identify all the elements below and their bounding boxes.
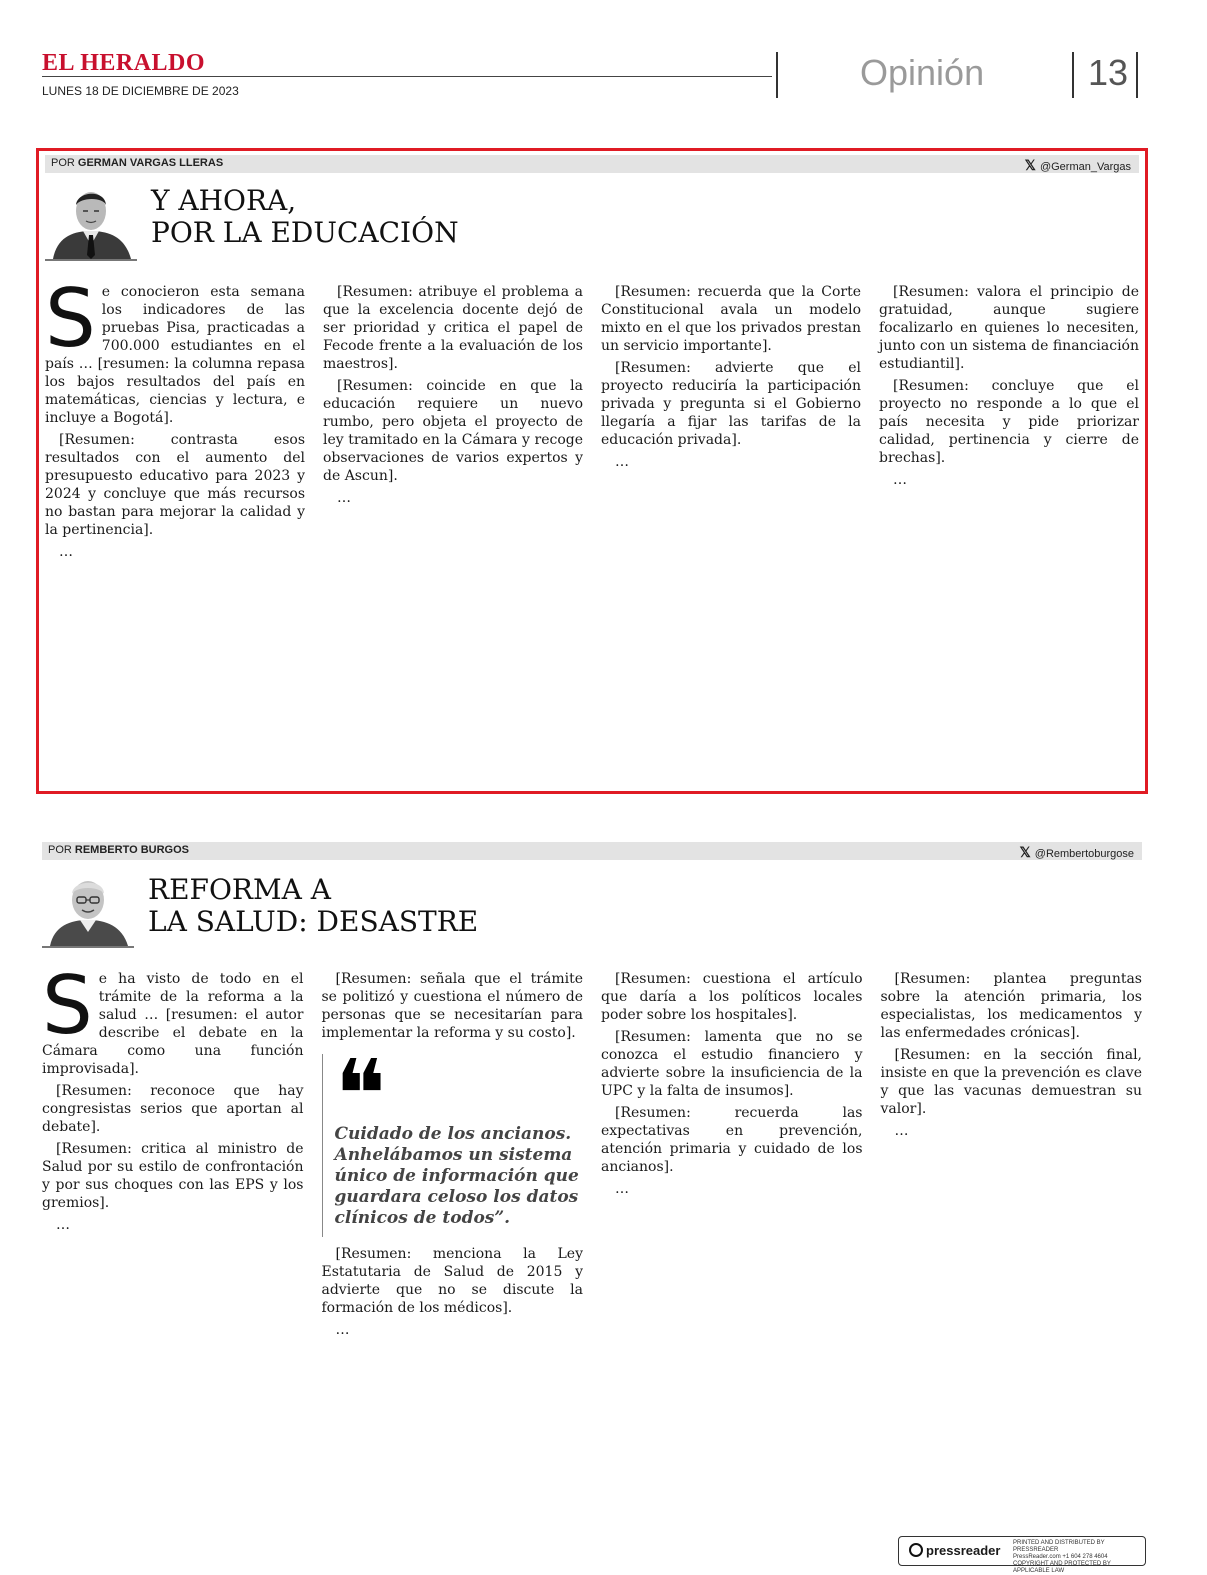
body-paragraph: [Resumen: concluye que el proyecto no responde a lo que el país necesita y pide priorizar calidad, pertinencia y cierre de brechas]. xyxy=(879,378,1139,466)
byline-bar xyxy=(45,155,1139,173)
issue-date: LUNES 18 DE DICIEMBRE DE 2023 xyxy=(42,84,239,98)
body-column-1 xyxy=(42,959,304,1343)
body-column-4 xyxy=(879,283,1139,565)
body-paragraph: [Resumen: menciona la Ley Estatutaria de Salud de 2015 y advierte que no se discute la formación de los médicos]. xyxy=(321,1246,583,1316)
body-paragraph: … xyxy=(59,544,73,560)
article-headline: REFORMA A LA SALUD: DESASTRE xyxy=(148,873,479,938)
x-logo-icon: 𝕏 xyxy=(1024,157,1036,173)
article-health-reform xyxy=(36,838,1148,1528)
author-portrait xyxy=(42,868,134,948)
body-paragraph: [Resumen: advierte que el proyecto reduciría la participación privada y pregunta si el Gobierno llegaría a fijar las tarifas de la educación privada]. xyxy=(601,360,861,448)
author-handle-link[interactable] xyxy=(1025,157,1131,174)
byline-bar xyxy=(42,842,1142,860)
body-paragraph: [Resumen: critica al ministro de Salud por su estilo de confrontación y por sus choques con las EPS y los gremios]. xyxy=(42,1141,304,1211)
author-handle: @German_Vargas xyxy=(1039,161,1131,173)
author-handle: @Rembertoburgose xyxy=(1034,848,1134,860)
masthead-divider xyxy=(776,52,778,98)
body-paragraph: [Resumen: recuerda las expectativas en prevención, atención primaria y cuidado de los ancianos]. xyxy=(601,1105,863,1175)
portrait-illustration xyxy=(42,868,134,946)
article-headline: Y AHORA, POR LA EDUCACIÓN xyxy=(151,184,459,249)
body-paragraph: … xyxy=(894,1123,909,1139)
body-paragraph: [Resumen: lamenta que no se conozca el estudio financiero y advierte sobre la insuficiencia de la UPC y la falta de insumos]. xyxy=(601,1029,863,1099)
pull-quote-text: Cuidado de los ancianos. Anhelábamos un sistema único de información que guardara celoso los datos clínicos de todos”. xyxy=(334,1124,579,1228)
x-logo-icon: 𝕏 xyxy=(1019,844,1031,860)
masthead-divider xyxy=(1136,52,1138,98)
body-paragraph: [Resumen: atribuye el problema a que la excelencia docente dejó de ser prioridad y critica el papel de Fecode frente a la evaluación de los maestros]. xyxy=(323,284,583,372)
paper-name: EL HERALDO xyxy=(42,50,206,76)
paragraph-text: e ha visto de todo en el trámite de la reforma a la salud … [resumen: el autor describe el debate en la Cámara como una función improvisada]. xyxy=(42,971,304,1077)
body-paragraph: … xyxy=(615,1181,629,1197)
author-portrait xyxy=(45,181,137,261)
pressreader-icon xyxy=(909,1543,923,1557)
byline-prefix: POR xyxy=(48,844,72,856)
body-column-3 xyxy=(601,283,861,565)
body-paragraph: … xyxy=(56,1217,70,1233)
body-paragraph: [Resumen: valora el principio de gratuidad, aunque sugiere focalizarlo en quienes lo necesiten, junto con un sistema de financiación estudiantil]. xyxy=(879,284,1139,372)
body-paragraph: [Resumen: coincide en que la educación requiere un nuevo rumbo, pero objeta el proyecto de ley tramitado en la Cámara y recoge observaciones de varios expertos y de Ascun]. xyxy=(323,378,583,484)
paragraph-text: e conocieron esta semana los indicadores de las pruebas Pisa, practicadas a 700.000 estudiantes en el país … [resumen: la columna repasa los bajos resultados del país en matemáticas, ciencias y lectura, e incluye a Bogotá]. xyxy=(45,284,305,426)
section-name: Opinión xyxy=(860,52,985,93)
body-paragraph: … xyxy=(335,1322,350,1338)
body-paragraph: [Resumen: reconoce que hay congresistas serios que aportan al debate]. xyxy=(42,1083,304,1135)
article-body xyxy=(45,272,1139,565)
body-paragraph: [Resumen: plantea preguntas sobre la atención primaria, los especialistas, los medicamentos y las enfermedades crónicas]. xyxy=(880,971,1142,1041)
body-paragraph: … xyxy=(615,454,629,470)
body-paragraph: [Resumen: señala que el trámite se politizó y cuestiona el número de personas que se necesitarían para implementar la reforma y su costo]. xyxy=(321,971,583,1041)
body-paragraph xyxy=(45,272,305,427)
body-column-4 xyxy=(881,970,1143,1343)
distribution-notice: PRINTED AND DISTRIBUTED BY PRESSREADER PressReader.com +1 604 278 4604 COPYRIGHT AND PROTECTED BY APPLICABLE LAW xyxy=(1013,1540,1111,1574)
body-column-2 xyxy=(322,970,584,1343)
body-column-1 xyxy=(45,272,305,565)
drop-cap: S xyxy=(42,959,93,1052)
body-paragraph xyxy=(42,959,304,1078)
author-name: GERMAN VARGAS LLERAS xyxy=(77,157,224,169)
article-body xyxy=(42,959,1142,1343)
masthead xyxy=(42,50,1142,110)
body-column-2 xyxy=(323,283,583,565)
body-column-3 xyxy=(601,970,863,1343)
byline-prefix: POR xyxy=(51,157,75,169)
pressreader-logo xyxy=(909,1543,1000,1558)
masthead-rule xyxy=(42,76,772,77)
body-paragraph: [Resumen: en la sección final, insiste en que la prevención es clave y que las vacunas demuestran su valor]. xyxy=(880,1047,1142,1117)
author-handle-link[interactable] xyxy=(1020,844,1135,861)
article-education xyxy=(36,148,1148,794)
body-paragraph: [Resumen: cuestiona el artículo que daría a los políticos locales poder sobre los hospitales]. xyxy=(601,971,863,1023)
portrait-illustration xyxy=(45,181,137,259)
author-name: REMBERTO BURGOS xyxy=(74,844,189,856)
body-paragraph: [Resumen: contrasta esos resultados con el aumento del presupuesto educativo para 2023 y 2024 y concluye que más recursos no bastan para mejorar la calidad y la pertinencia]. xyxy=(45,432,305,538)
quote-mark-icon: ❝ xyxy=(334,1039,387,1151)
body-paragraph: [Resumen: recuerda que la Corte Constitucional avala un modelo mixto en el que los privados prestan un servicio importante]. xyxy=(601,284,861,354)
pressreader-badge[interactable] xyxy=(898,1536,1146,1574)
pressreader-logo-text: pressreader xyxy=(926,1543,1001,1558)
pull-quote xyxy=(322,1039,584,1237)
drop-cap: S xyxy=(45,272,96,365)
body-paragraph: … xyxy=(337,490,351,506)
page-number: 13 xyxy=(1088,52,1129,93)
masthead-divider xyxy=(1072,52,1074,98)
body-paragraph: … xyxy=(893,472,907,488)
